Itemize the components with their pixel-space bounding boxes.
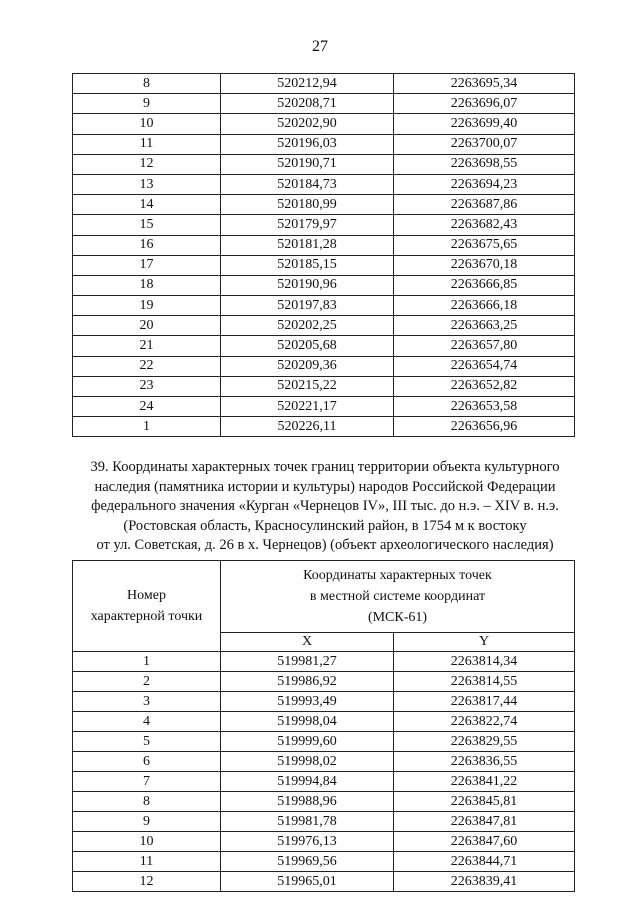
table-row <box>73 872 575 892</box>
table-row <box>73 652 575 672</box>
x-cell: 520180,99 <box>221 195 394 215</box>
y-cell: 2263814,34 <box>394 652 575 672</box>
point-number-cell: 13 <box>73 174 221 194</box>
x-cell: 520184,73 <box>221 174 394 194</box>
point-number-cell: 3 <box>73 692 221 712</box>
y-cell: 2263687,86 <box>394 195 575 215</box>
table-row <box>73 134 575 154</box>
x-cell: 520196,03 <box>221 134 394 154</box>
x-cell: 519998,02 <box>221 752 394 772</box>
table-row <box>73 832 575 852</box>
point-number-cell: 4 <box>73 712 221 732</box>
point-number-cell: 12 <box>73 154 221 174</box>
y-cell: 2263694,23 <box>394 174 575 194</box>
y-cell: 2263696,07 <box>394 94 575 114</box>
y-cell: 2263695,34 <box>394 74 575 94</box>
heading-line: (Ростовская область, Красносулинский район, в 1754 м к востоку <box>123 517 527 534</box>
coordinates-table-continued <box>72 73 575 437</box>
x-cell: 519986,92 <box>221 672 394 692</box>
table-row <box>73 215 575 235</box>
table-row <box>73 255 575 275</box>
table-row <box>73 376 575 396</box>
x-cell: 520212,94 <box>221 74 394 94</box>
heading-line: от ул. Советская, д. 26 в х. Чернецов) (объект археологического наследия) <box>96 537 554 553</box>
y-cell: 2263698,55 <box>394 154 575 174</box>
point-number-cell: 22 <box>73 356 221 376</box>
table-row <box>73 732 575 752</box>
y-cell: 2263839,41 <box>394 872 575 892</box>
point-number-cell: 11 <box>73 852 221 872</box>
x-cell: 519999,60 <box>221 732 394 752</box>
point-number-cell: 8 <box>73 74 221 94</box>
heading-line: федерального значения «Курган «Чернецов IV», III тыс. до н.э. – XIV в. н.э. <box>91 498 559 514</box>
x-cell: 519981,27 <box>221 652 394 672</box>
header-text: (МСК-61) <box>367 610 428 625</box>
table-row <box>73 316 575 336</box>
x-cell: 520209,36 <box>221 356 394 376</box>
y-cell: 2263847,81 <box>394 812 575 832</box>
table-row <box>73 772 575 792</box>
table-row <box>73 397 575 417</box>
table-row <box>73 296 575 316</box>
y-cell: 2263666,18 <box>394 296 575 316</box>
y-cell: 2263841,22 <box>394 772 575 792</box>
point-number-cell: 9 <box>73 812 221 832</box>
y-cell: 2263653,58 <box>394 397 575 417</box>
y-cell: 2263654,74 <box>394 356 575 376</box>
x-cell: 520205,68 <box>221 336 394 356</box>
point-number-cell: 17 <box>73 255 221 275</box>
point-number-cell: 9 <box>73 94 221 114</box>
y-cell: 2263836,55 <box>394 752 575 772</box>
x-cell: 519994,84 <box>221 772 394 792</box>
point-number-cell: 24 <box>73 397 221 417</box>
x-cell: 520221,17 <box>221 397 394 417</box>
heading-line: наследия (памятника истории и культуры) народов Российской Федерации <box>94 478 556 495</box>
table-row <box>73 417 575 437</box>
y-cell: 2263817,44 <box>394 692 575 712</box>
point-number-cell: 15 <box>73 215 221 235</box>
table-row <box>73 174 575 194</box>
point-number-cell: 19 <box>73 296 221 316</box>
point-number-cell: 14 <box>73 195 221 215</box>
y-cell: 2263663,25 <box>394 316 575 336</box>
point-number-cell: 16 <box>73 235 221 255</box>
y-cell: 2263829,55 <box>394 732 575 752</box>
y-cell: 2263822,74 <box>394 712 575 732</box>
header-text: в местной системе координат <box>309 589 486 604</box>
point-number-cell: 23 <box>73 376 221 396</box>
y-cell: 2263670,18 <box>394 255 575 275</box>
table-row <box>73 235 575 255</box>
x-cell: 520181,28 <box>221 235 394 255</box>
point-number-cell: 2 <box>73 672 221 692</box>
point-number-cell: 10 <box>73 832 221 852</box>
header-x: X <box>221 633 394 652</box>
x-cell: 519969,56 <box>221 852 394 872</box>
x-cell: 520202,25 <box>221 316 394 336</box>
page-number: 27 <box>312 38 328 55</box>
table-row <box>73 275 575 295</box>
table-row <box>73 752 575 772</box>
point-number-cell: 6 <box>73 752 221 772</box>
x-cell: 519998,04 <box>221 712 394 732</box>
y-cell: 2263845,81 <box>394 792 575 812</box>
table-row <box>73 712 575 732</box>
table-row <box>73 114 575 134</box>
x-cell: 519993,49 <box>221 692 394 712</box>
x-cell: 519988,96 <box>221 792 394 812</box>
x-cell: 520226,11 <box>221 417 394 437</box>
x-cell: 520208,71 <box>221 94 394 114</box>
table-row <box>73 94 575 114</box>
x-cell: 519965,01 <box>221 872 394 892</box>
table-row <box>73 356 575 376</box>
point-number-cell: 20 <box>73 316 221 336</box>
point-number-cell: 8 <box>73 792 221 812</box>
y-cell: 2263675,65 <box>394 235 575 255</box>
point-number-cell: 10 <box>73 114 221 134</box>
table-row <box>73 336 575 356</box>
table-row <box>73 154 575 174</box>
header-y: Y <box>394 633 575 652</box>
coordinates-table-39 <box>72 560 575 892</box>
x-cell: 519981,78 <box>221 812 394 832</box>
table-row <box>73 792 575 812</box>
point-number-cell: 7 <box>73 772 221 792</box>
x-cell: 520202,90 <box>221 114 394 134</box>
y-cell: 2263656,96 <box>394 417 575 437</box>
y-cell: 2263657,80 <box>394 336 575 356</box>
y-cell: 2263700,07 <box>394 134 575 154</box>
header-coordinates <box>221 561 575 633</box>
header-point-number <box>73 561 221 652</box>
y-cell: 2263847,60 <box>394 832 575 852</box>
header-text: характерной точки <box>90 609 203 624</box>
table-row <box>73 672 575 692</box>
point-number-cell: 1 <box>73 652 221 672</box>
y-cell: 2263682,43 <box>394 215 575 235</box>
x-cell: 520190,71 <box>221 154 394 174</box>
heading-line: 39. Координаты характерных точек границ территории объекта культурного <box>90 459 560 475</box>
point-number-cell: 5 <box>73 732 221 752</box>
table-row <box>73 812 575 832</box>
table-row <box>73 195 575 215</box>
x-cell: 520179,97 <box>221 215 394 235</box>
x-cell: 520185,15 <box>221 255 394 275</box>
point-number-cell: 1 <box>73 417 221 437</box>
table-row <box>73 852 575 872</box>
header-text: Координаты характерных точек <box>303 568 492 583</box>
x-cell: 520215,22 <box>221 376 394 396</box>
y-cell: 2263699,40 <box>394 114 575 134</box>
y-cell: 2263652,82 <box>394 376 575 396</box>
table-row <box>73 692 575 712</box>
x-cell: 520190,96 <box>221 275 394 295</box>
x-cell: 519976,13 <box>221 832 394 852</box>
y-cell: 2263814,55 <box>394 672 575 692</box>
x-cell: 520197,83 <box>221 296 394 316</box>
y-cell: 2263844,71 <box>394 852 575 872</box>
point-number-cell: 11 <box>73 134 221 154</box>
table-row <box>73 74 575 94</box>
section-heading <box>60 458 590 556</box>
point-number-cell: 21 <box>73 336 221 356</box>
point-number-cell: 18 <box>73 275 221 295</box>
point-number-cell: 12 <box>73 872 221 892</box>
header-text: Номер <box>127 588 166 603</box>
y-cell: 2263666,85 <box>394 275 575 295</box>
